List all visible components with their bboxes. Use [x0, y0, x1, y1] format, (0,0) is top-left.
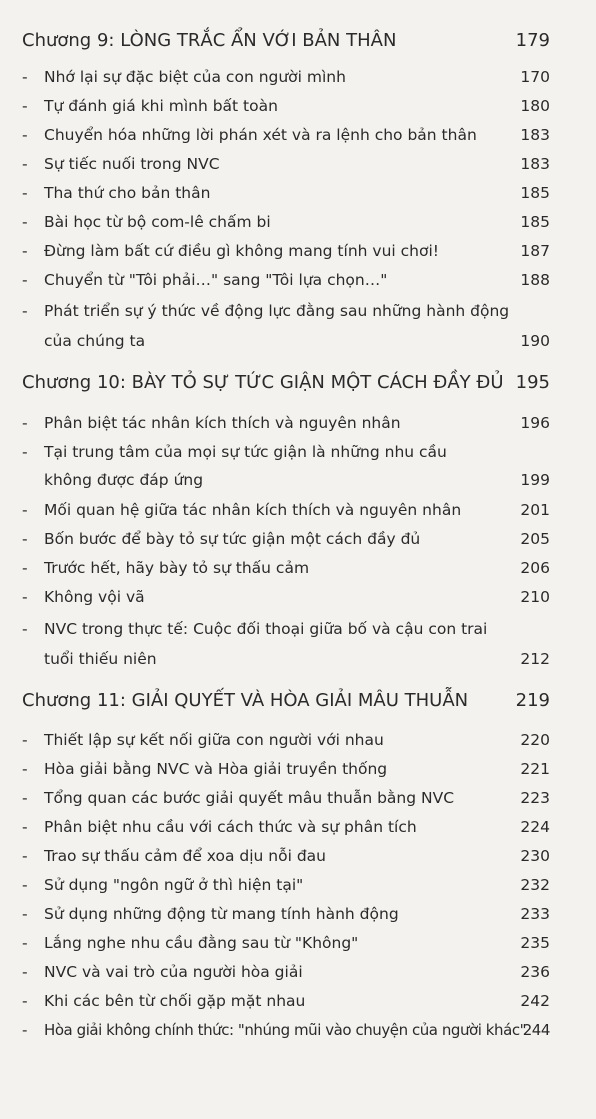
toc-entry	[22, 755, 550, 784]
page-number: 223	[520, 789, 550, 807]
dash: -	[22, 731, 28, 749]
page-number: 232	[520, 876, 550, 894]
toc-chapter	[22, 26, 550, 55]
toc-entry	[22, 438, 550, 467]
page-number: 230	[520, 847, 550, 865]
entry-title: NVC và vai trò của người hòa giải	[44, 963, 303, 981]
page-number: 180	[520, 97, 550, 115]
page-number: 179	[515, 30, 550, 51]
page-number: 236	[520, 963, 550, 981]
entry-title: Đừng làm bất cứ điều gì không mang tính vui chơi!	[44, 242, 439, 260]
page-number: 244	[522, 1021, 550, 1039]
entry-title: Khi các bên từ chối gặp mặt nhau	[44, 992, 306, 1010]
entry-title: Sự tiếc nuối trong NVC	[44, 155, 220, 173]
entry-title: Lắng nghe nhu cầu đằng sau từ "Không"	[44, 934, 359, 952]
entry-title: Chuyển hóa những lời phán xét và ra lệnh cho bản thân	[44, 126, 477, 144]
dash: -	[22, 443, 28, 461]
toc-entry	[22, 179, 550, 208]
dash: -	[22, 760, 28, 778]
toc-entry	[22, 121, 550, 150]
page-number: 195	[515, 372, 550, 393]
dash: -	[22, 155, 28, 173]
chapter-title: Chương 9: LÒNG TRẮC ẨN VỚI BẢN THÂN	[22, 30, 397, 51]
page-number: 185	[520, 184, 550, 202]
dash: -	[22, 876, 28, 894]
page-number: 185	[520, 213, 550, 231]
toc-entry	[22, 92, 550, 121]
toc-entry-continuation	[22, 466, 550, 495]
dash: -	[22, 68, 28, 86]
entry-title: Phát triển sự ý thức về động lực đằng sau những hành động	[44, 302, 510, 320]
entry-title: của chúng ta	[44, 332, 146, 350]
page-number: 187	[520, 242, 550, 260]
toc-entry	[22, 871, 550, 900]
entry-title: Mối quan hệ giữa tác nhân kích thích và nguyên nhân	[44, 501, 462, 519]
page-number: 190	[520, 332, 550, 350]
page-number: 196	[520, 414, 550, 432]
toc-entry	[22, 987, 550, 1016]
dash: -	[22, 934, 28, 952]
entry-title: Trao sự thấu cảm để xoa dịu nỗi đau	[44, 847, 326, 865]
chapter-title: Chương 11: GIẢI QUYẾT VÀ HÒA GIẢI MÂU THUẪN	[22, 690, 469, 711]
page-number: 220	[520, 731, 550, 749]
chapter-title: Chương 10: BÀY TỎ SỰ TỨC GIẬN MỘT CÁCH ĐẦY ĐỦ	[22, 372, 504, 393]
toc-entry	[22, 958, 550, 987]
entry-title: Tại trung tâm của mọi sự tức giận là những nhu cầu	[44, 443, 447, 461]
page-number: 199	[520, 471, 550, 489]
page-number: 210	[520, 588, 550, 606]
toc-entry	[22, 784, 550, 813]
dash: -	[22, 963, 28, 981]
entry-title: Thiết lập sự kết nối giữa con người với nhau	[44, 731, 384, 749]
dash: -	[22, 414, 28, 432]
toc-entry	[22, 63, 550, 92]
toc-entry	[22, 554, 550, 583]
toc-entry-continuation	[22, 645, 550, 674]
dash: -	[22, 789, 28, 807]
dash: -	[22, 213, 28, 231]
dash: -	[22, 559, 28, 577]
toc-entry	[22, 929, 550, 958]
page-number: 233	[520, 905, 550, 923]
toc-entry	[22, 150, 550, 179]
entry-title: Sử dụng "ngôn ngữ ở thì hiện tại"	[44, 876, 304, 894]
entry-title: Tự đánh giá khi mình bất toàn	[44, 97, 278, 115]
entry-title: Tổng quan các bước giải quyết mâu thuẫn bằng NVC	[44, 789, 455, 807]
toc-entry	[22, 496, 550, 525]
dash: -	[22, 530, 28, 548]
dash: -	[22, 1021, 27, 1039]
toc-entry-continuation	[22, 327, 550, 356]
dash: -	[22, 588, 28, 606]
dash: -	[22, 242, 28, 260]
page-number: 183	[520, 155, 550, 173]
page-number: 201	[520, 501, 550, 519]
dash: -	[22, 271, 28, 289]
dash: -	[22, 126, 28, 144]
entry-title: Chuyển từ "Tôi phải…" sang "Tôi lựa chọn…"	[44, 271, 388, 289]
toc-entry	[22, 525, 550, 554]
toc-entry	[22, 297, 550, 326]
page-number: 235	[520, 934, 550, 952]
entry-title: NVC trong thực tế: Cuộc đối thoại giữa bố và cậu con trai	[44, 620, 488, 638]
dash: -	[22, 302, 28, 320]
page-number: 205	[520, 530, 550, 548]
dash: -	[22, 501, 28, 519]
toc-entry	[22, 208, 550, 237]
page-number: 221	[520, 760, 550, 778]
dash: -	[22, 184, 28, 202]
entry-title: Trước hết, hãy bày tỏ sự thấu cảm	[44, 559, 310, 577]
toc-entry	[22, 237, 550, 266]
toc-entry	[22, 266, 550, 295]
toc-entry	[22, 813, 550, 842]
dash: -	[22, 97, 28, 115]
entry-title: Tha thứ cho bản thân	[44, 184, 211, 202]
entry-title: Phân biệt nhu cầu với cách thức và sự phân tích	[44, 818, 417, 836]
entry-title: Bài học từ bộ com-lê chấm bi	[44, 213, 271, 231]
page-number: 188	[520, 271, 550, 289]
toc-chapter	[22, 686, 550, 715]
page-number: 212	[520, 650, 550, 668]
page-number: 170	[520, 68, 550, 86]
page-number: 206	[520, 559, 550, 577]
toc-entry	[22, 1016, 550, 1045]
toc-entry	[22, 726, 550, 755]
page-number: 183	[520, 126, 550, 144]
toc-entry	[22, 615, 550, 644]
toc-entry	[22, 842, 550, 871]
entry-title: tuổi thiếu niên	[44, 650, 157, 668]
entry-title: Bốn bước để bày tỏ sự tức giận một cách đầy đủ	[44, 530, 421, 548]
dash: -	[22, 818, 28, 836]
dash: -	[22, 847, 28, 865]
entry-title: Không vội vã	[44, 588, 145, 606]
toc-entry	[22, 900, 550, 929]
dash: -	[22, 992, 28, 1010]
entry-title: Nhớ lại sự đặc biệt của con người mình	[44, 68, 346, 86]
page-number: 219	[515, 690, 550, 711]
entry-title: Sử dụng những động từ mang tính hành động	[44, 905, 399, 923]
dash: -	[22, 905, 28, 923]
toc-entry	[22, 409, 550, 438]
page-number: 224	[520, 818, 550, 836]
entry-title: không được đáp ứng	[44, 471, 204, 489]
toc-chapter	[22, 368, 550, 397]
toc-entry	[22, 583, 550, 612]
page-number: 242	[520, 992, 550, 1010]
entry-title: Phân biệt tác nhân kích thích và nguyên nhân	[44, 414, 401, 432]
dash: -	[22, 620, 28, 638]
entry-title: Hòa giải bằng NVC và Hòa giải truyền thống	[44, 760, 388, 778]
entry-title: Hòa giải không chính thức: "nhúng mũi vào chuyện của người khác"	[44, 1021, 527, 1039]
